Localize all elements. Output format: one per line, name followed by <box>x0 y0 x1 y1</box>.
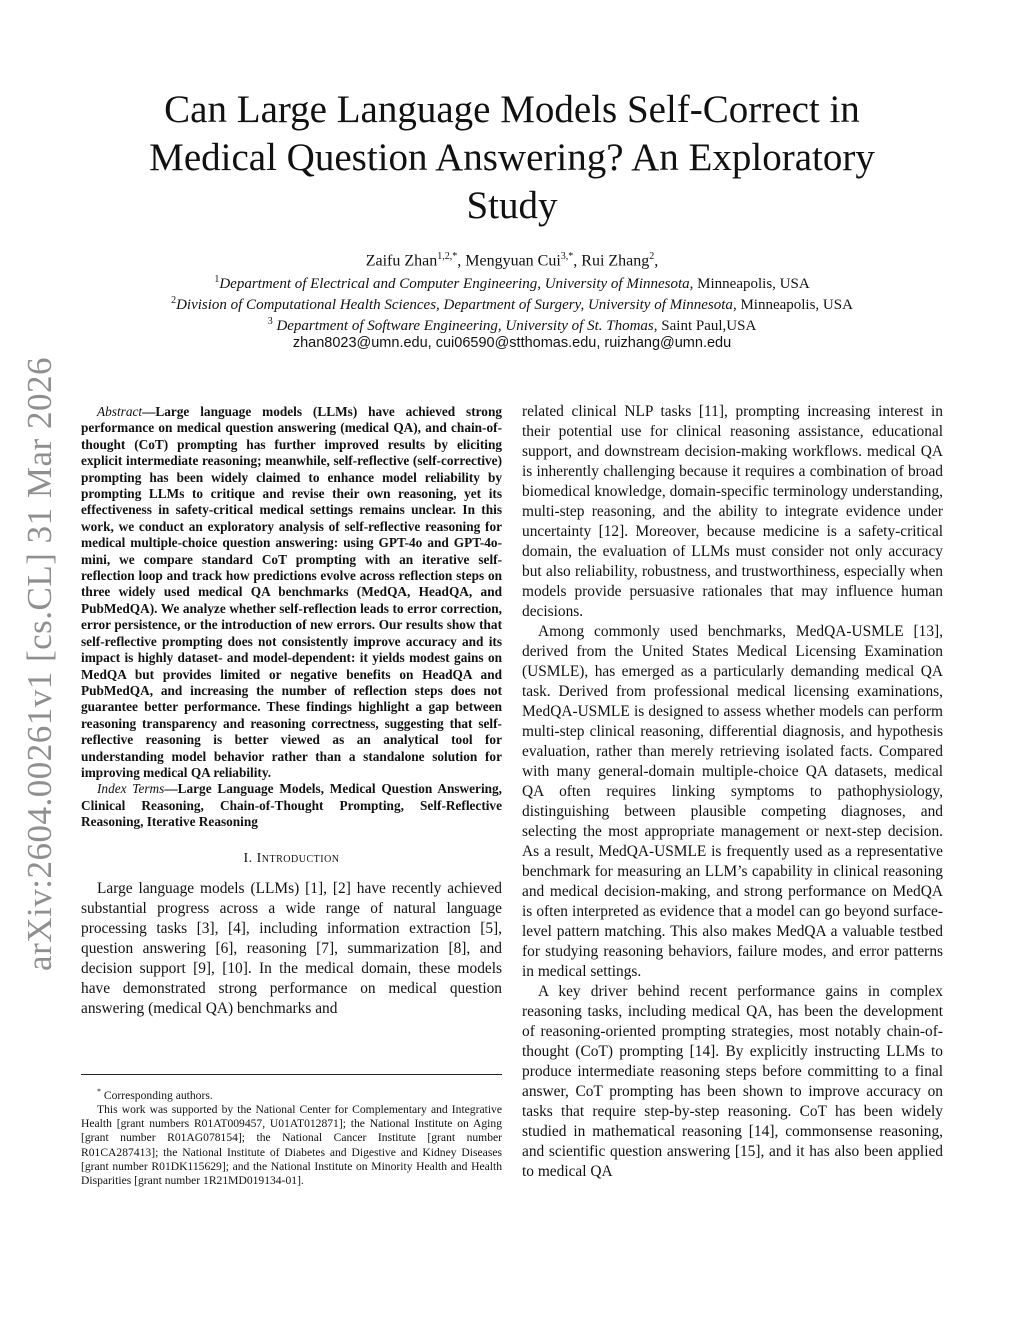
index-terms <box>81 781 502 830</box>
footnote-funding: This work was supported by the National Center for Complementary and Integrative Health [grant numbers R01AT009457, U01AT012871]; the National Institute on Aging [grant number R01AG078154]; the National Cancer Institute [grant number R01CA287413]; the National Institute of Diabetes and Digestive and Kidney Diseases [grant number R01DK115629]; and the National Institute on Minority Health and Health Disparities [grant number 1R21MD019134-01]. <box>81 1103 502 1188</box>
abstract <box>81 404 502 781</box>
author-name: Rui Zhang <box>581 252 650 270</box>
intro-paragraph-1: Large language models (LLMs) [1], [2] have recently achieved substantial progress across a wide range of natural language processing tasks [3], [4], including information extraction [5], question answering [6], reasoning [7], summarization [8], and decision support [9], [10]. In the medical domain, these models have demonstrated strong performance on medical question answering (medical QA) benchmarks and <box>81 879 502 1017</box>
author-list: Zaifu Zhan$^{1,2,*}$, Mengyuan Cui$^{3,*}$, Rui Zhang$^2$, <box>365 251 659 270</box>
author-affiliation-mark: 1,2,* <box>437 251 458 262</box>
abstract-label: Abstract <box>97 404 143 419</box>
intro-paragraph-4: A key driver behind recent performance gains in complex reasoning tasks, including medical QA, has been the development of reasoning-oriented prompting strategies, most notably chain-of-thought (CoT) prompting [14]. By explicitly instructing LLMs to produce intermediate reasoning steps before committing to a final answer, CoT prompting has been shown to improve accuracy on tasks that require step-by-step reasoning. CoT has been widely studied in mathematical reasoning [14], commonsense reasoning, and scientific question answering [15], and it has also been applied to medical QA <box>522 983 943 1180</box>
intro-paragraph-3: Among commonly used benchmarks, MedQA-USMLE [13], derived from the United States Medical Licensing Examination (USMLE), has emerged as a particularly demanding medical QA task. Derived from professional medical licensing examinations, MedQA-USMLE is designed to assess whether models can perform multi-step clinical reasoning, differential diagnosis, and hypothesis evaluation, rather than merely retrieving isolated facts. Compared with many general-domain multiple-choice QA datasets, medical QA often requires linking symptoms to pathophysiology, distinguishing between plausible competing diagnoses, and selecting the most appropriate management or next-step decision. As a result, MedQA-USMLE is frequently used as a representative benchmark for measuring an LLM’s capability in clinical reasoning and medical decision-making, and strong performance on MedQA is often interpreted as evidence that a model can go beyond surface-level pattern matching. This also makes MedQA a valuable testbed for studying reasoning behaviors, failure modes, and error patterns in medical settings. <box>522 623 943 980</box>
footnote-corresponding: * Corresponding authors. <box>97 1087 213 1102</box>
abstract-text: —Large language models (LLMs) have achieved strong performance on medical question answering (medical QA), and chain-of-thought (CoT) prompting has further improved results by eliciting explicit intermediate reasoning; meanwhile, self-reflective (self-corrective) prompting has been widely claimed to enhance model reliability by prompting LLMs to critique and revise their own reasoning, yet its effectiveness in safety-critical medical settings remains unclear. In this work, we conduct an exploratory analysis of self-reflective reasoning for medical multiple-choice question answering: using GPT-4o and GPT-4o-mini, we compare standard CoT prompting with an iterative self-reflection loop and track how predictions evolve across reflection steps on three widely used medical QA benchmarks (MedQA, HeadQA, and PubMedQA). We analyze whether self-reflection leads to error correction, error persistence, or the introduction of new errors. Our results show that self-reflective prompting does not consistently improve accuracy and its impact is highly dataset- and model-dependent: it yields modest gains on MedQA but provides limited or negative benefits on HeadQA and PubMedQA, and increasing the number of reflection steps does not guarantee better performance. These findings highlight a gap between reasoning transparency and reasoning correctness, suggesting that self-reflective reasoning is better viewed as an analytical tool for understanding model behavior rather than a standalone solution for improving medical QA reliability. <box>81 404 502 780</box>
index-terms-label: Index Terms <box>97 781 165 797</box>
author-name: Mengyuan Cui <box>465 252 561 270</box>
footnotes <box>81 1074 502 1188</box>
left-column <box>81 404 502 1019</box>
affiliation-1: $^1$Department of Electrical and Computer Engineering, University of Minnesota, Minneapolis, USA <box>214 274 810 292</box>
author-emails: zhan8023@umn.edu, cui06590@stthomas.edu, ruizhang@umn.edu <box>292 335 732 351</box>
index-terms-text: —Large Language Models, Medical Question Answering, Clinical Reasoning, Chain-of-Thought Prompting, Self-Reflective Reasoning, Iterative Reasoning <box>81 781 502 830</box>
right-column <box>522 402 943 1182</box>
affiliation-3: $^3$ Department of Software Engineering, University of St. Thomas, Saint Paul,USA <box>267 316 757 334</box>
author-name: Zaifu Zhan <box>365 252 438 270</box>
arxiv-identifier: arXiv:2604.00261v1 [cs.CL] 31 Mar 2026 <box>20 357 60 971</box>
paper-title: Can Large Language Models Self-Correct in Medical Question Answering? An Exploratory Study <box>149 88 875 227</box>
intro-paragraph-2: related clinical NLP tasks [11], prompting increasing interest in their potential use for clinical reasoning assistance, educational support, and downstream decision-making workflows. medical QA is inherently challenging because it requires a combination of broad biomedical knowledge, domain-specific terminology understanding, multi-step reasoning, and the ability to integrate evidence under uncertainty [12]. Moreover, because medicine is a safety-critical domain, the evaluation of LLMs must consider not only accuracy but also reliability, robustness, and trustworthiness, especially when models provide persuasive rationales that may influence human decisions. <box>522 403 943 620</box>
affiliation-2: $^2$Division of Computational Health Sciences, Department of Surgery, University of Minnesota, Minneapolis, USA <box>171 295 853 313</box>
author-affiliation-mark: 2 <box>649 251 655 262</box>
arxiv-sidebar-stamp <box>12 357 68 971</box>
author-affiliation-mark: 3,* <box>560 251 574 262</box>
section-heading-introduction: I. Introduction <box>243 850 340 866</box>
